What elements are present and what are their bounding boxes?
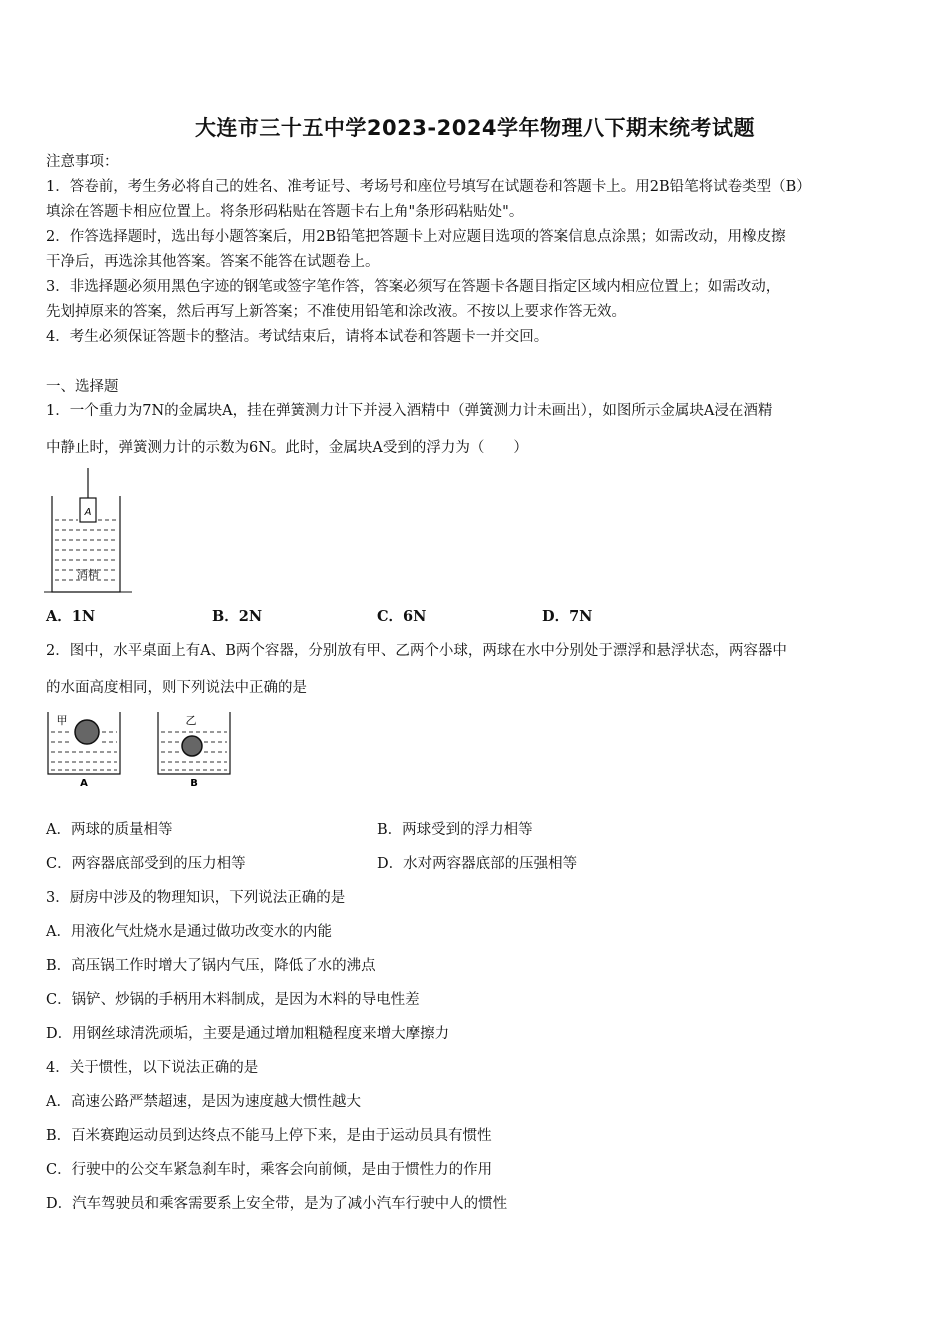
- page-title: 大连市三十五中学2023-2024学年物理八下期末统考试题: [194, 116, 756, 140]
- q2-option-a: A．两球的质量相等: [46, 822, 173, 838]
- notice-heading: 注意事项：: [46, 154, 119, 170]
- q1-option-a: A．1N: [46, 608, 96, 625]
- q1-option-b: B．2N: [212, 608, 263, 625]
- ball-jia: [75, 720, 99, 744]
- block-label: A: [84, 507, 92, 518]
- q1-option-c: C．6N: [377, 608, 427, 625]
- q3-option-a: A．用液化气灶烧水是通过做功改变水的内能: [46, 924, 332, 940]
- notice-line: 先划掉原来的答案，然后再写上新答案；不准使用铅笔和涂改液。不按以上要求作答无效。: [46, 304, 626, 320]
- notice-line: 4．考生必须保证答题卡的整洁。考试结束后，请将本试卷和答题卡一并交回。: [46, 329, 549, 345]
- ball-yi-label: 乙: [185, 714, 197, 727]
- q2-stem-line1: 2．图中，水平桌面上有A、B两个容器，分别放有甲、乙两个小球，两球在水中分别处于漂浮和悬浮状态，两容器中: [46, 643, 787, 659]
- notice-line: 填涂在答题卡相应位置上。将条形码粘贴在答题卡右上角"条形码粘贴处"。: [46, 204, 524, 220]
- q2-option-c: C．两容器底部受到的压力相等: [46, 856, 246, 872]
- q2-figure: [44, 708, 244, 788]
- notice-line: 3．非选择题必须用黑色字迹的钢笔或签字笔作答，答案必须写在答题卡各题目指定区域内相应位置上；如需改动，: [46, 279, 781, 295]
- q2-stem-line2: 的水面高度相同，则下列说法中正确的是: [46, 680, 307, 696]
- q2-option-b: B．两球受到的浮力相等: [377, 822, 533, 838]
- liquid-label: 酒精: [77, 568, 99, 581]
- q3-option-d: D．用钢丝球清洗顽垢，主要是通过增加粗糙程度来增大摩擦力: [46, 1026, 450, 1042]
- q4-option-d: D．汽车驾驶员和乘客需要系上安全带，是为了减小汽车行驶中人的惯性: [46, 1196, 508, 1212]
- section-heading: 一、选择题: [46, 379, 119, 395]
- q4-option-b: B．百米赛跑运动员到达终点不能马上停下来，是由于运动员具有惯性: [46, 1128, 492, 1144]
- q1-option-d: D．7N: [542, 608, 593, 625]
- q3-option-c: C．锅铲、炒锅的手柄用木料制成，是因为木料的导电性差: [46, 992, 420, 1008]
- q1-figure: [44, 468, 139, 596]
- q4-option-c: C．行驶中的公交车紧急刹车时，乘客会向前倾，是由于惯性力的作用: [46, 1162, 493, 1178]
- q1-stem-line1: 1．一个重力为7N的金属块A，挂在弹簧测力计下并浸入酒精中（弹簧测力计未画出），如图所示金属块A浸在酒精: [46, 403, 773, 419]
- q4-option-a: A．高速公路严禁超速，是因为速度越大惯性越大: [46, 1094, 361, 1110]
- ball-jia-label: 甲: [56, 714, 68, 727]
- q3-option-b: B．高压锅工作时增大了锅内气压，降低了水的沸点: [46, 958, 376, 974]
- q3-stem: 3．厨房中涉及的物理知识，下列说法正确的是: [46, 890, 346, 906]
- notice-line: 2．作答选择题时，选出每小题答案后，用2B铅笔把答题卡上对应题目选项的答案信息点涂黑；如需改动，用橡皮擦: [46, 229, 786, 245]
- notice-line: 干净后，再选涂其他答案。答案不能答在试题卷上。: [46, 254, 380, 270]
- q4-stem: 4．关于惯性，以下说法正确的是: [46, 1060, 259, 1076]
- notice-line: 1．答卷前，考生务必将自己的姓名、准考证号、考场号和座位号填写在试题卷和答题卡上。用2B铅笔将试卷类型（B）: [46, 179, 811, 195]
- q2-option-d: D．水对两容器底部的压强相等: [377, 856, 578, 872]
- container-b-label: B: [190, 778, 198, 788]
- q1-stem-line2: 中静止时，弹簧测力计的示数为6N。此时，金属块A受到的浮力为（ ）: [46, 440, 528, 456]
- container-a-label: A: [80, 778, 88, 788]
- ball-yi: [182, 736, 202, 756]
